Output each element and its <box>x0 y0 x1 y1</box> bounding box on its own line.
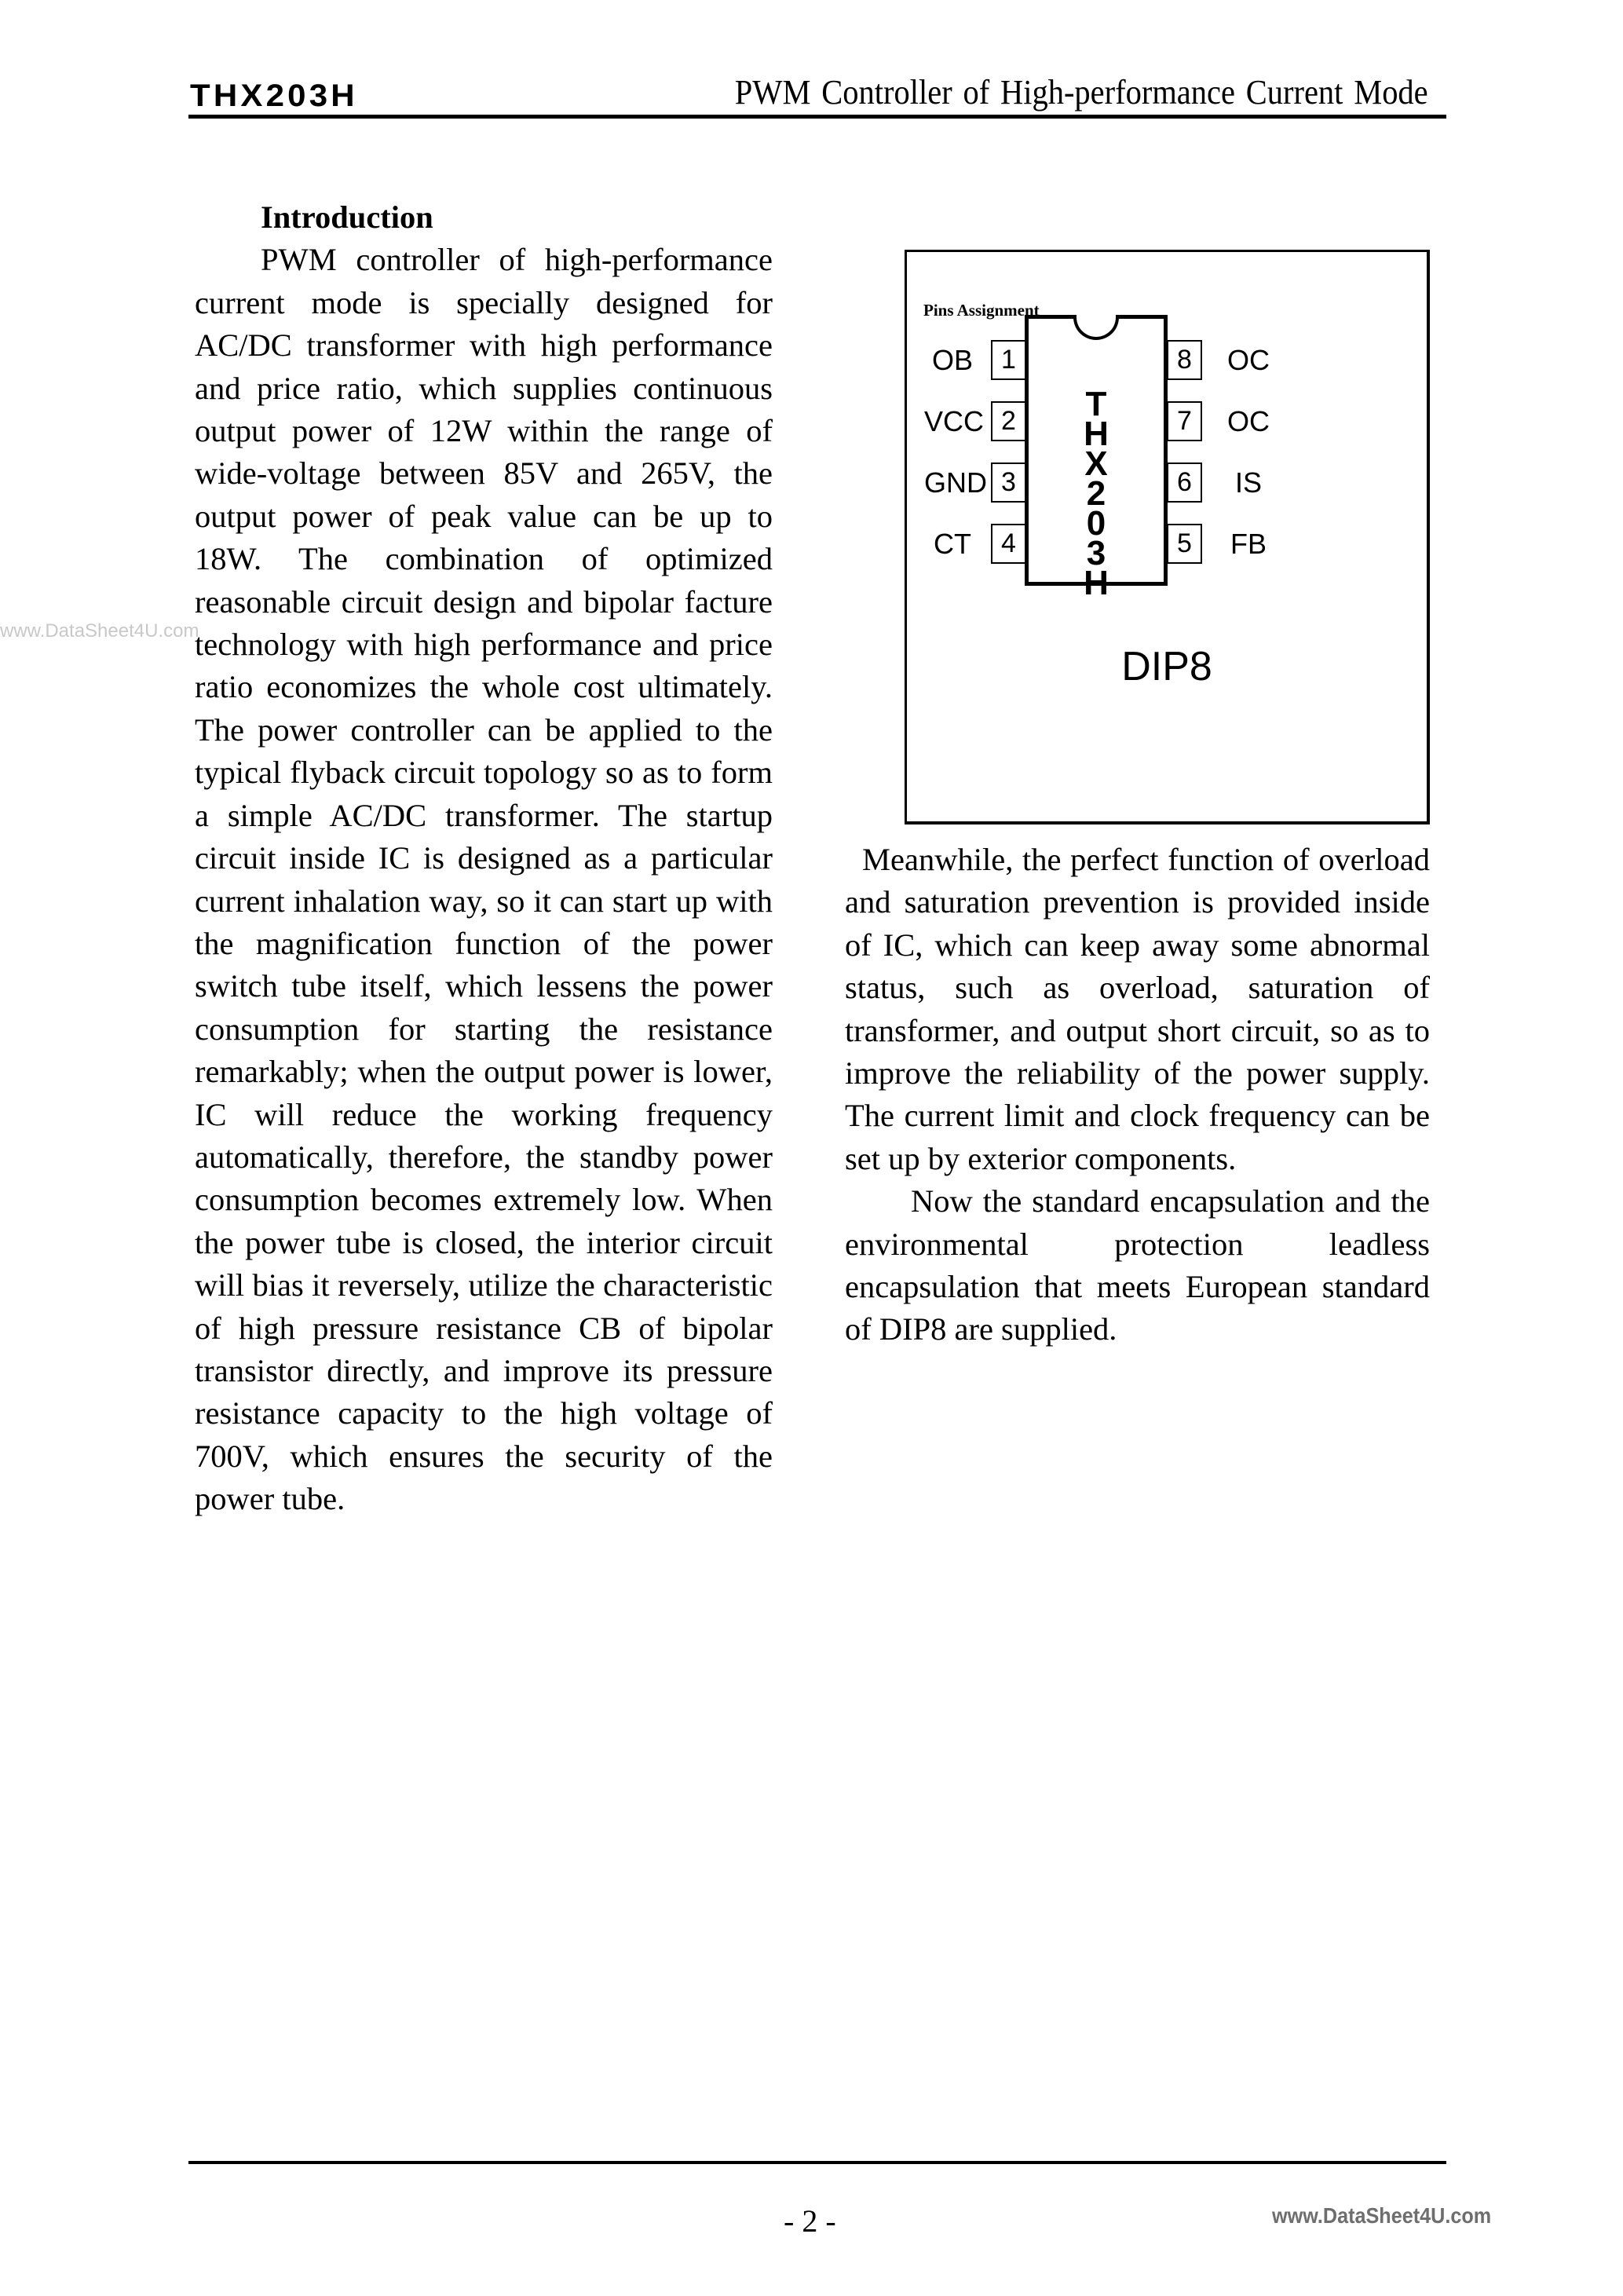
pin-assignment-figure <box>905 250 1430 824</box>
pin-5-name: FB <box>1230 528 1267 560</box>
right-column <box>845 839 1430 1351</box>
pin-2-name: VCC <box>924 405 985 437</box>
protection-paragraph: Meanwhile, the perfect function of overload and saturation prevention is provided inside of IC, which can keep away some abnormal status, such as overload, saturation of transformer, and output short circuit, so as to improve the reliability of the power supply. The current limit and clock frequency can be set up by exterior components. <box>845 842 1430 1176</box>
footer-rule <box>188 2161 1446 2164</box>
side-watermark: www.DataSheet4U.com <box>0 620 199 642</box>
pin-8-box: 8 <box>1167 340 1202 380</box>
left-column <box>195 196 773 1521</box>
pin-1-name: OB <box>932 344 974 376</box>
pin-3-box: 3 <box>991 462 1026 503</box>
pin-7-name: OC <box>1227 405 1270 437</box>
page-number: - 2 - <box>784 2203 836 2239</box>
pin-2-box: 2 <box>991 401 1026 441</box>
package-label: DIP8 <box>1121 644 1212 689</box>
pin-4-name: CT <box>934 528 971 560</box>
pin-1-box: 1 <box>991 340 1026 380</box>
footer-watermark: www.DataSheet4U.com <box>1272 2203 1492 2228</box>
encapsulation-paragraph: Now the standard encapsulation and the environmental protection leadless encapsulation that meets European standard of DIP8 are supplied. <box>845 1183 1430 1347</box>
header-rule <box>188 115 1446 119</box>
header-part-number: THX203H <box>190 79 358 113</box>
chip-notch-icon <box>1073 315 1119 340</box>
introduction-paragraph: PWM controller of high-performance current mode is specially designed for AC/DC transformer with high performance and price ratio, which supplies continuous output power of 12W within the range of wide-voltage between 85V and 265V, the output power of peak value can be up to 18W. The combination of optimized reasonable circuit design and bipolar facture technology with high performance and price ratio economizes the whole cost ultimately. The power controller can be applied to the typical flyback circuit topology so as to form a simple AC/DC transformer. The startup circuit inside IC is designed as a particular current inhalation way, so it can start up with the magnification function of the power switch tube itself, which lessens the power consumption for starting the resistance remarkably; when the output power is lower, IC will reduce the working frequency automatically, therefore, the standby power consumption becomes extremely low. When the power tube is closed, the interior circuit will bias it reversely, utilize the characteristic of high pressure resistance CB of bipolar transistor directly, and improve its pressure resistance capacity to the high voltage of 700V, which ensures the security of the power tube. <box>195 242 773 1517</box>
header-title: PWM Controller of High-performance Current Mode <box>735 73 1428 112</box>
pin-5-box: 5 <box>1167 524 1202 564</box>
figure-caption: Pins Assignment <box>923 301 1040 320</box>
pin-6-name: IS <box>1235 466 1263 499</box>
pin-6-box: 6 <box>1167 462 1202 503</box>
ic-chip-body <box>1025 315 1168 602</box>
section-heading-introduction: Introduction <box>261 199 433 235</box>
pin-4-box: 4 <box>991 524 1026 564</box>
pin-3-name: GND <box>924 466 987 499</box>
chip-marking: T H X 2 0 3 H <box>1084 385 1109 602</box>
pin-7-box: 7 <box>1167 401 1202 441</box>
pin-8-name: OC <box>1227 344 1270 376</box>
